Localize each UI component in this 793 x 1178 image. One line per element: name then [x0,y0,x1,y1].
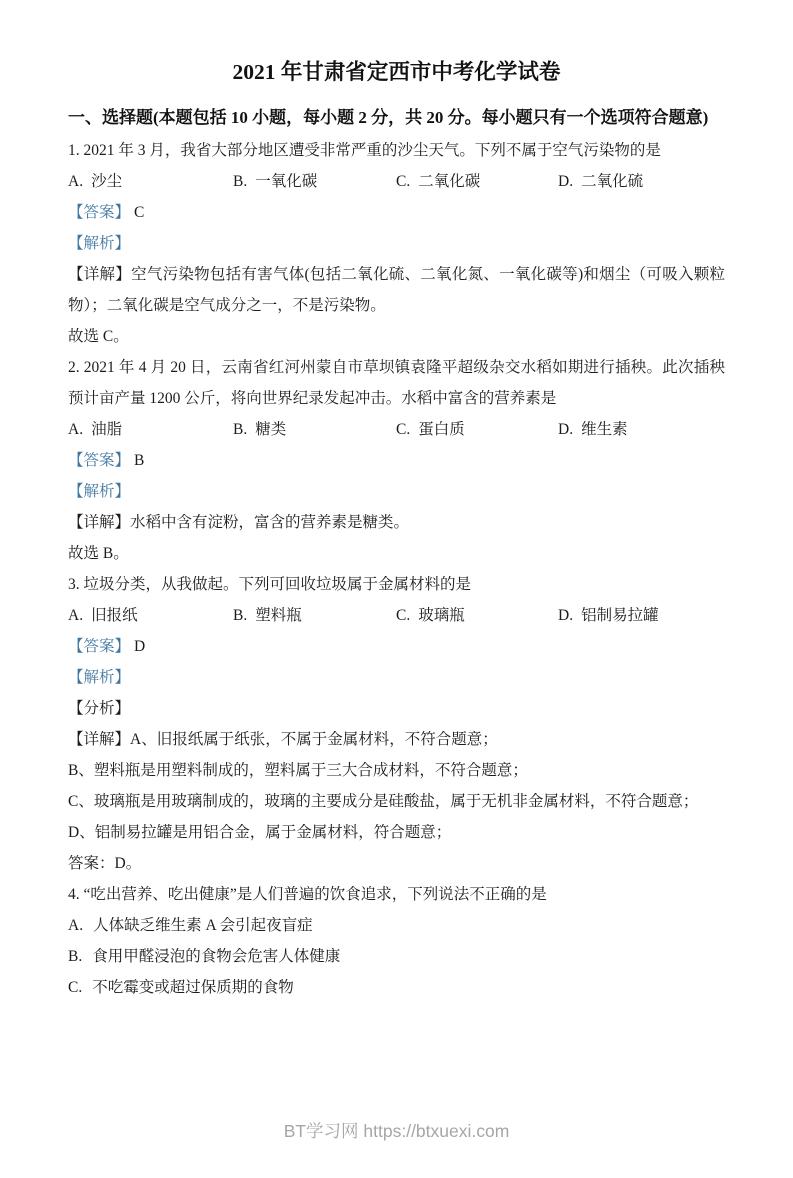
option-c-label: C. [396,173,411,190]
question-3-analysis-tag: 【解析】 [68,669,131,686]
option-d-text: 二氧化硫 [581,173,644,190]
question-3-detail-a: 【详解】A、旧报纸属于纸张，不属于金属材料，不符合题意； [68,731,498,748]
option-b-label: B. [233,607,248,624]
option-b [233,414,396,445]
option-a-text: 油脂 [91,421,123,438]
option-a-text: 人体缺乏维生素 A 会引起夜盲症 [93,917,313,934]
watermark-footer: BT学习网 https://btxuexi.com [283,1121,510,1141]
question-3-breakdown-tag: 【分析】 [68,700,131,717]
option-d [558,414,725,445]
option-a-text: 旧报纸 [91,607,138,624]
answer-tag: 【答案】 [68,204,131,221]
answer-value: C [134,204,145,221]
option-d-text: 维生素 [581,421,628,438]
option-a-label: A. [68,607,84,624]
option-b-label: B. [233,173,248,190]
option-d-label: D. [558,173,574,190]
question-4-option-a [68,910,725,941]
option-d-label: D. [558,607,574,624]
page-title: 2021 年甘肃省定西市中考化学试卷 [232,60,561,84]
exam-page [0,56,793,1003]
option-b-label: B. [233,421,248,438]
question-3-detail-b: B、塑料瓶是用塑料制成的，塑料属于三大合成材料，不符合题意； [68,762,528,779]
option-b-label: B. [68,948,83,965]
question-3-stem: 3. 垃圾分类，从我做起。下列可回收垃圾属于金属材料的是 [68,576,472,593]
option-b [233,600,396,631]
question-1-conclusion: 故选 C。 [68,328,129,345]
question-3-answer-line [68,631,725,662]
question-3-detail-c: C、玻璃瓶是用玻璃制成的，玻璃的主要成分是硅酸盐，属于无机非金属材料，不符合题意； [68,793,699,810]
document-body [68,135,725,1003]
option-b-text: 糖类 [255,421,287,438]
question-2-conclusion: 故选 B。 [68,545,129,562]
question-2-answer-line [68,445,725,476]
option-d [558,166,725,197]
question-4-option-b [68,941,725,972]
option-c [396,166,558,197]
question-2-detail: 【详解】水稻中含有淀粉，富含的营养素是糖类。 [68,514,410,531]
question-3-detail-d: D、铝制易拉罐是用铝合金，属于金属材料，符合题意； [68,824,452,841]
option-c-text: 玻璃瓶 [418,607,465,624]
option-d-label: D. [558,421,574,438]
question-2-stem: 2. 2021 年 4 月 20 日，云南省红河州蒙自市草坝镇袁隆平超级杂交水稻如期进行插秧。此次插秧预计亩产量 1200 公斤，将向世界纪录发起冲击。水稻中富含的营养素是 [68,359,725,407]
option-c-text: 二氧化碳 [418,173,481,190]
question-3-options [68,600,725,631]
option-a-label: A. [68,917,84,934]
question-1-options [68,166,725,197]
question-1-answer-line [68,197,725,228]
option-c [396,600,558,631]
option-a-text: 沙尘 [91,173,123,190]
section-heading: 一、选择题(本题包括 10 小题，每小题 2 分，共 20 分。每小题只有一个选项符合题意) [68,108,709,127]
option-a-label: A. [68,421,84,438]
answer-value: B [134,452,145,469]
option-a-label: A. [68,173,84,190]
question-1-detail: 【详解】空气污染物包括有害气体(包括二氧化硫、二氧化氮、一氧化碳等)和烟尘（可吸入颗粒物）；二氧化碳是空气成分之一，不是污染物。 [68,266,725,314]
option-b-text: 食用甲醛浸泡的食物会危害人体健康 [92,948,341,965]
question-1-stem: 1. 2021 年 3 月，我省大部分地区遭受非常严重的沙尘天气。下列不属于空气污染物的是 [68,142,661,159]
question-2-options [68,414,725,445]
option-b-text: 一氧化碳 [255,173,318,190]
option-a [68,414,233,445]
question-3-conclusion: 答案：D。 [68,855,142,872]
option-c-label: C. [396,607,411,624]
answer-tag: 【答案】 [68,452,131,469]
option-c [396,414,558,445]
answer-tag: 【答案】 [68,638,131,655]
option-c-label: C. [68,979,83,996]
option-c-text: 不吃霉变或超过保质期的食物 [92,979,294,996]
option-c-label: C. [396,421,411,438]
option-c-text: 蛋白质 [418,421,465,438]
option-a [68,600,233,631]
question-1-analysis-tag: 【解析】 [68,235,131,252]
question-4-option-c [68,972,725,1003]
option-b [233,166,396,197]
question-2-analysis-tag: 【解析】 [68,483,131,500]
option-a [68,166,233,197]
option-d-text: 铝制易拉罐 [581,607,659,624]
answer-value: D [134,638,146,655]
question-4-stem: 4. “吃出营养、吃出健康”是人们普遍的饮食追求，下列说法不正确的是 [68,886,547,903]
option-b-text: 塑料瓶 [255,607,302,624]
option-d [558,600,725,631]
